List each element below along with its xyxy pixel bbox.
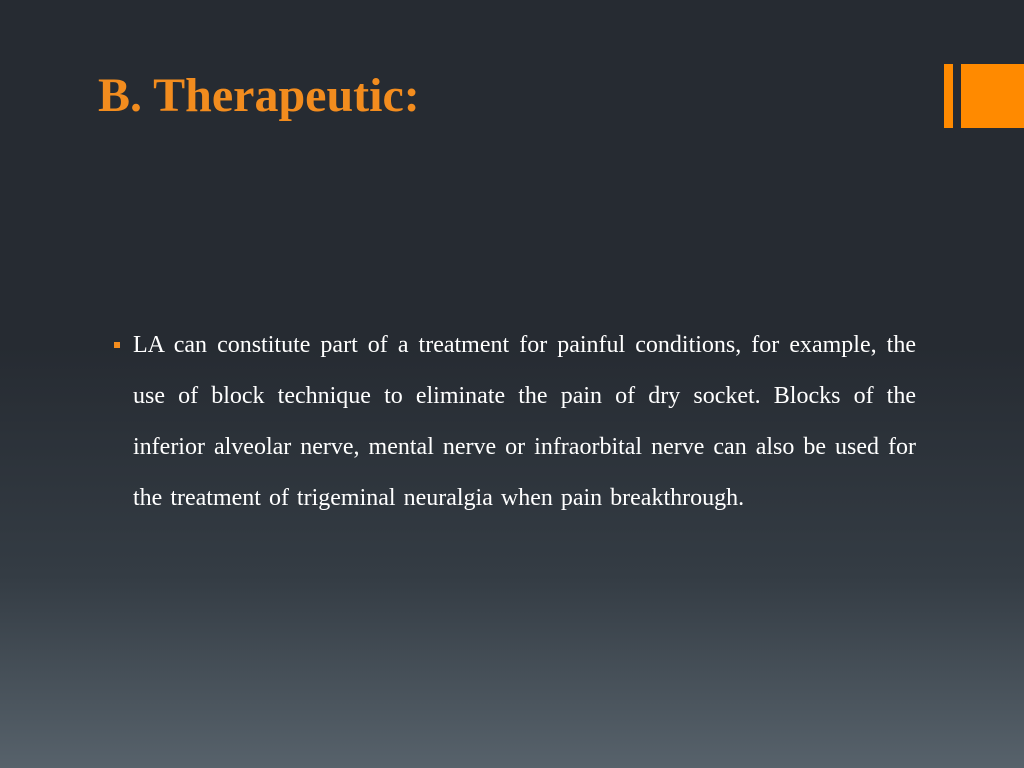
slide-title: B. Therapeutic: [98, 69, 420, 122]
accent-bar-thick [961, 64, 1024, 128]
bullet-list [110, 320, 916, 524]
bullet-item [110, 320, 916, 524]
accent-bar-thin [944, 64, 953, 128]
bullet-text: LA can constitute part of a treatment for painful conditions, for example, the use of block technique to eliminate the pain of dry socket. Blocks of the inferior alveolar nerve, mental nerve or infraorbital nerve can also be used for the treatment of trigeminal neuralgia when pain breakthrough. [133, 332, 916, 511]
square-bullet-icon [114, 342, 120, 348]
